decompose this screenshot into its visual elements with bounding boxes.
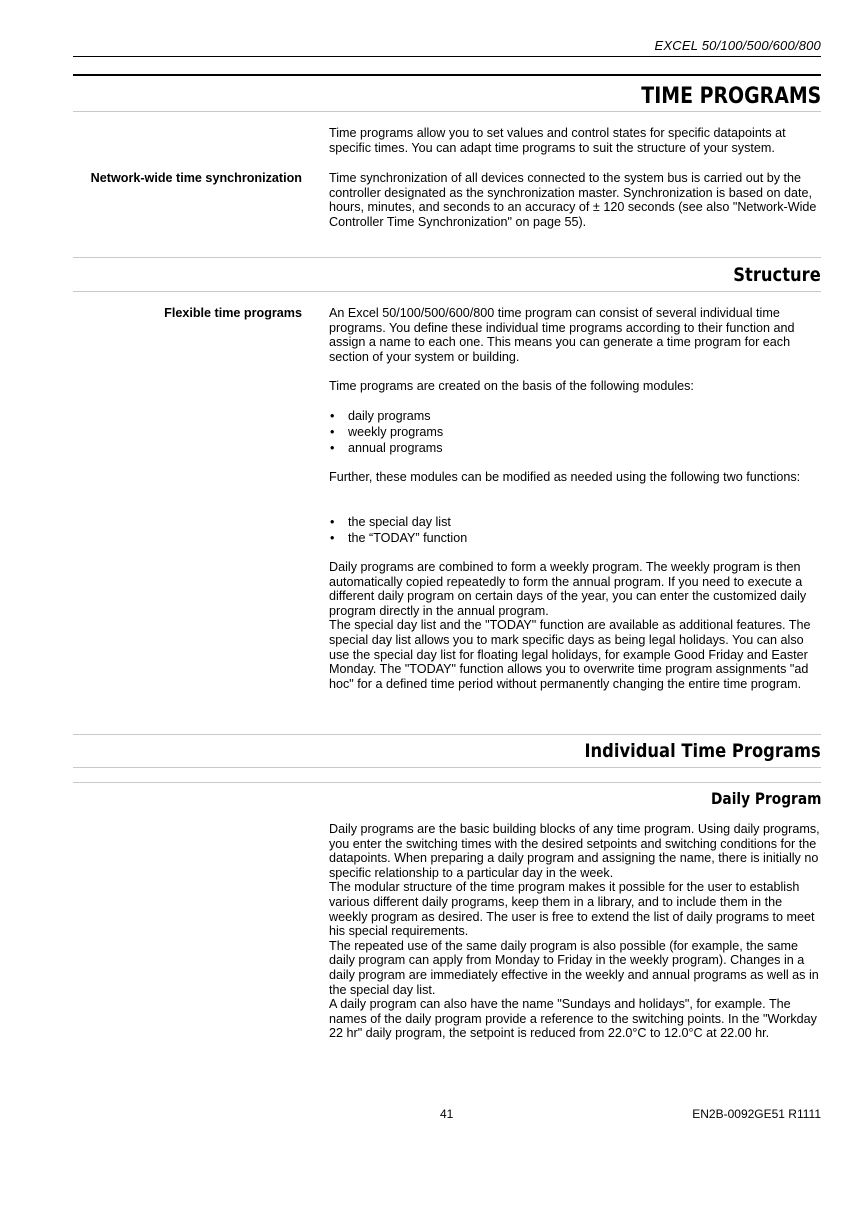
- sync-text: Time synchronization of all devices connected to the system bus is carried out by the controller designated as the synchronization master. Synchronization is based on date, hours, minutes, and seconds to an accuracy of ± 120 seconds (see also "Network-Wide Controller Time Synchronization" on page 55).: [329, 171, 817, 229]
- individual-heading: Individual Time Programs: [584, 740, 821, 762]
- flexible-side-heading: Flexible time programs: [164, 306, 302, 320]
- chapter-intro-text: Time programs allow you to set values and control states for specific datapoints at specific times. You can adapt time programs to suit the structure of your system.: [329, 126, 786, 155]
- daily-program-heading: Daily Program: [710, 789, 821, 808]
- functions-list: [329, 514, 467, 546]
- list-item: • the special day list: [329, 514, 467, 530]
- sync-paragraph: [329, 171, 823, 229]
- daily-p2-text: The modular structure of the time program makes it possible for the user to establish various different daily programs, keep them in a library, and to include them in the weekly program as desired. The user is free to extend the list of daily programs to meet his special requirements.: [329, 880, 815, 939]
- daily-p1-text: Daily programs are the basic building blocks of any time program. Using daily programs, you enter the switching times with the desired setpoints and switching conditions for the datapoints. When preparing a daily program and assigning the name, there is initially no specific relationship to a particular day in the week.: [329, 822, 820, 880]
- list-item: • the “TODAY” function: [329, 530, 467, 546]
- structure-paragraph-4: [329, 560, 823, 691]
- structure-p3-text: Further, these modules can be modified as needed using the following two functions:: [329, 470, 801, 484]
- structure-paragraph-3: [329, 470, 823, 485]
- daily-p4-text: A daily program can also have the name "Sundays and holidays", for example. The names of the daily program provide a reference to the switching points. In the "Workday 22 hr" daily program, the setpoint is reduced from 22.0°C to 12.0°C at 22.00 hr.: [329, 997, 817, 1041]
- list-item: • daily programs: [329, 408, 443, 424]
- structure-p2-text: Time programs are created on the basis of the following modules:: [329, 379, 694, 393]
- chapter-title: TIME PROGRAMS: [640, 84, 821, 109]
- structure-bottom-rule: [73, 291, 821, 292]
- structure-paragraph-1: [329, 306, 823, 364]
- chapter-top-rule: [73, 74, 821, 76]
- daily-top-rule: [73, 782, 821, 783]
- structure-p1-text: An Excel 50/100/500/600/800 time program can consist of several individual time programs. You define these individual time programs according to their function and assign a name to each one. This means you can generate a time program for each section of your system or building.: [329, 306, 795, 364]
- page-number: 41: [440, 1107, 454, 1121]
- list-item: • weekly programs: [329, 424, 443, 440]
- modules-list: [329, 408, 443, 456]
- structure-top-rule: [73, 257, 821, 258]
- individual-bottom-rule: [73, 767, 821, 768]
- sync-side-heading: Network-wide time synchronization: [90, 171, 302, 185]
- running-header-title: EXCEL 50/100/500/600/800: [654, 38, 821, 53]
- chapter-bottom-rule: [73, 111, 821, 112]
- list-item: • annual programs: [329, 440, 443, 456]
- individual-top-rule: [73, 734, 821, 735]
- header-rule: [73, 56, 821, 57]
- chapter-intro: [329, 126, 823, 155]
- daily-program-paragraph: [329, 822, 823, 1041]
- structure-heading: Structure: [733, 264, 821, 286]
- structure-paragraph-2: [329, 379, 823, 394]
- document-code: EN2B-0092GE51 R1111: [692, 1107, 821, 1121]
- structure-p4b-text: The special day list and the "TODAY" function are available as additional features. The special day list allows you to mark specific days as being legal holidays. You can also use the special day list for floating legal holidays, for example Good Friday and Easter Monday. The "TODAY" function allows you to overwrite time program assignments "ad hoc" for a defined time period without permanently changing the entire time program.: [329, 618, 811, 691]
- structure-p4a-text: Daily programs are combined to form a weekly program. The weekly program is then automatically copied repeatedly to form the annual program. If you need to execute a different daily program on certain days of the year, you can enter the customized daily program directly in the annual program.: [329, 560, 807, 618]
- daily-p3-text: The repeated use of the same daily program is also possible (for example, the same daily program can apply from Monday to Friday in the weekly program). Changes in a daily program are immediately effective in the weekly and annual programs as well as in the special day list.: [329, 938, 819, 997]
